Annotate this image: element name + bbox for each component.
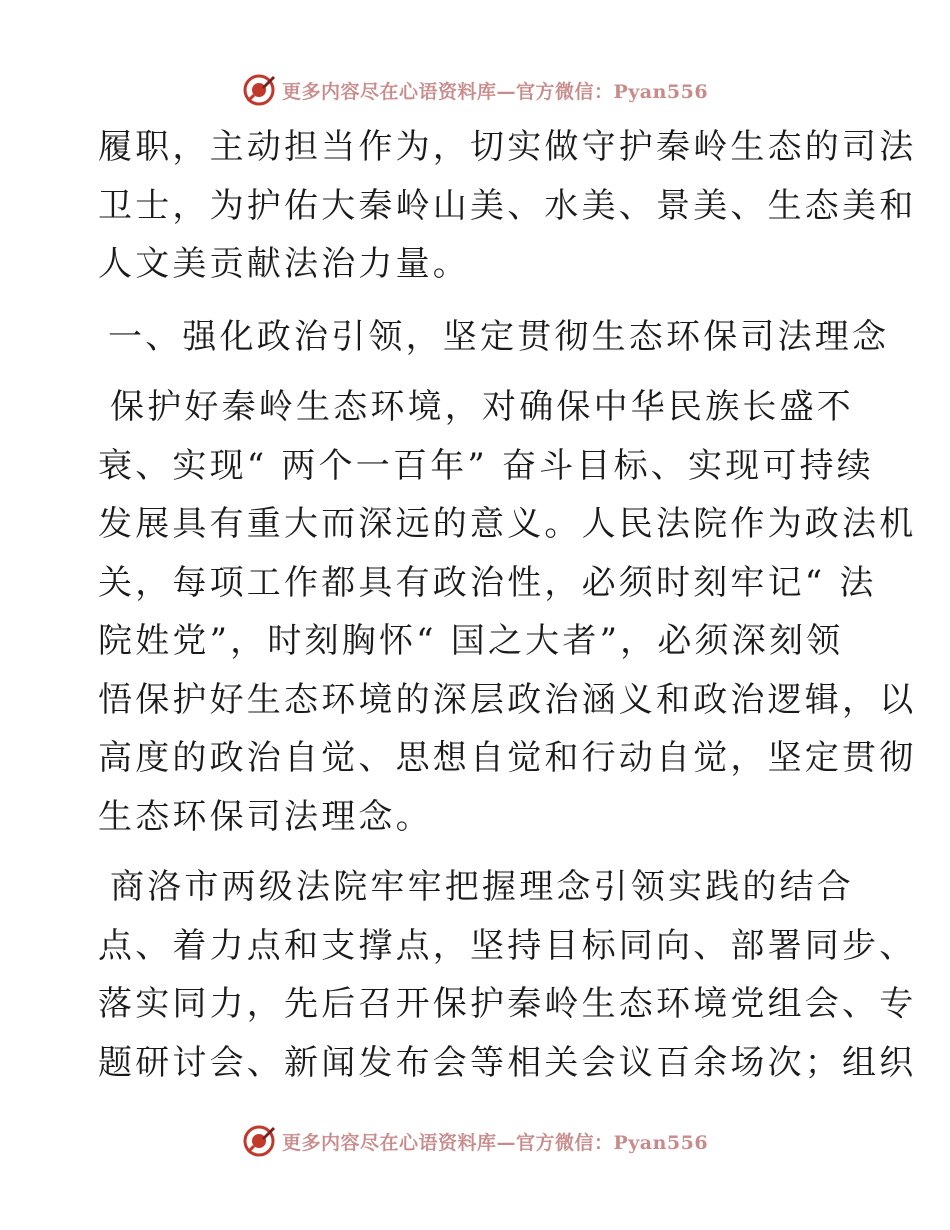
text-line: 发展具有重大而深远的意义。人民法院作为政法机 [98,504,917,544]
text-line: 保护好秦岭生态环境，对确保中华民族长盛不 [110,387,854,427]
document-body [98,118,917,1092]
text-line: 卫士，为护佑大秦岭山美、水美、景美、生态美和 [98,185,917,226]
text-line: 生态环保司法理念。 [98,796,433,837]
watermark-text: 更多内容尽在心语资料库—官方微信：Pyan556 [281,80,709,103]
text-line: 院姓党”，时刻胸怀“ 国之大者”，必须深刻领 [98,621,844,661]
pen-logo-icon [242,1124,276,1158]
text-line: 悟保护好生态环境的深层政治涵义和政治逻辑，以 [98,679,917,720]
header-watermark [0,70,950,110]
pen-logo-icon [242,73,276,107]
text-line: 题研讨会、新闻发布会等相关会议百余场次；组织 [98,1042,917,1083]
text-line: 高度的政治自觉、思想自觉和行动自觉，坚定贯彻 [98,738,917,778]
text-line: 商洛市两级法院牢牢把握理念引领实践的结合 [110,867,854,907]
text-line: 衰、实现“ 两个一百年” 奋斗目标、实现可持续 [98,445,874,486]
text-line: 履职，主动担当作为，切实做守护秦岭生态的司法 [98,127,917,167]
text-line: 点、着力点和支撑点，坚持目标同向、部署同步、 [98,925,917,966]
footer-watermark [0,1121,950,1161]
text-line: 人文美贡献法治力量。 [98,244,470,284]
watermark-text: 更多内容尽在心语资料库—官方微信：Pyan556 [281,1131,709,1154]
section-heading: 一、强化政治引领，坚定贯彻生态环保司法理念 [108,316,890,357]
text-line: 关，每项工作都具有政治性，必须时刻牢记“ 法 [98,562,877,603]
text-line: 落实同力，先后召开保护秦岭生态环境党组会、专 [98,984,917,1024]
